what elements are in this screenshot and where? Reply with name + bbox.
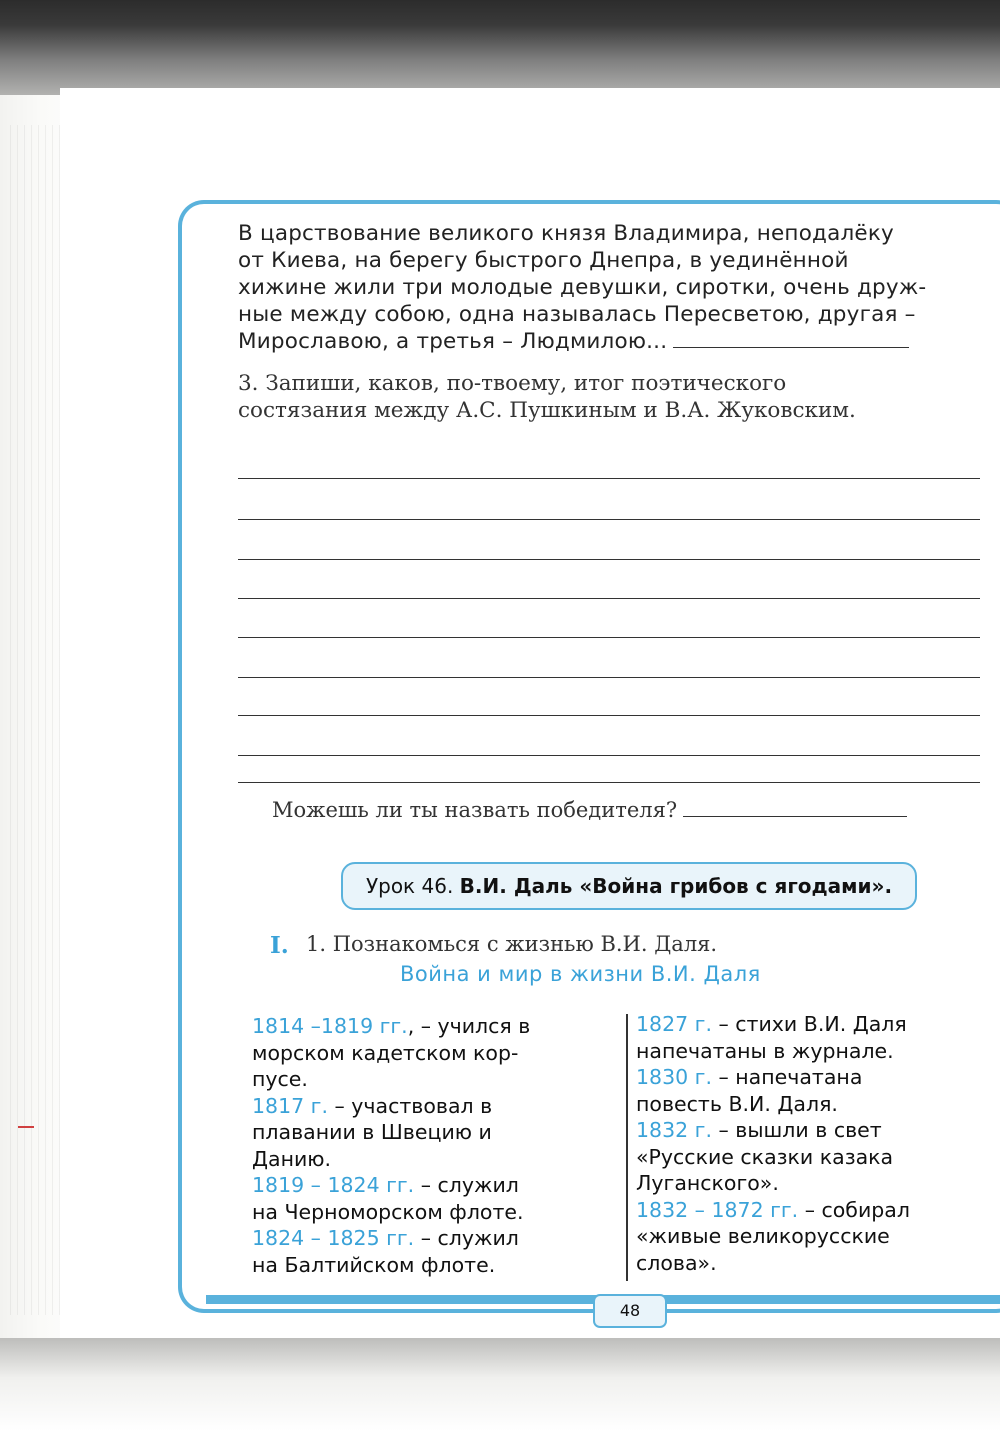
margin-mark: [18, 1126, 34, 1128]
task-3-line: состязания между А.С. Пушкиным и В.А. Жуковским.: [238, 398, 856, 423]
task-1-instruction: 1. Познакомься с жизнью В.И. Даля.: [306, 932, 718, 956]
timeline-text: , – учился в: [407, 1014, 531, 1038]
timeline-text: слова».: [636, 1250, 717, 1275]
timeline-right-column: [636, 1011, 990, 1276]
timeline-text: Данию.: [252, 1146, 332, 1171]
timeline-text: морском кадетском кор-: [252, 1040, 519, 1065]
timeline-entry: [636, 1011, 990, 1064]
timeline-year: 1832 – 1872 гг.: [636, 1197, 799, 1222]
timeline-entry: [252, 1093, 602, 1173]
timeline-year: 1819 – 1824 гг.: [252, 1173, 415, 1197]
answer-line[interactable]: [238, 519, 980, 520]
timeline-text: – напечатана: [711, 1065, 863, 1089]
answer-line[interactable]: [238, 598, 980, 599]
timeline-text: напечатаны в журнале.: [636, 1038, 894, 1063]
timeline-entry: [252, 1172, 602, 1225]
column-divider: [626, 1014, 628, 1281]
scan-background-bottom: [0, 1338, 1000, 1431]
passage-line: ные между собою, одна называлась Пересветою, другая –: [238, 302, 916, 327]
timeline-text: «Русские сказки казака: [636, 1144, 894, 1169]
lesson-title: В.И. Даль «Война грибов с ягодами».: [459, 874, 893, 898]
timeline-entry: [636, 1117, 990, 1197]
timeline-text: – служил: [414, 1226, 519, 1250]
answer-line[interactable]: [238, 782, 980, 783]
winner-question-text: Можешь ли ты назвать победителя?: [272, 798, 678, 822]
timeline-text: плавании в Швецию и: [252, 1120, 492, 1144]
winner-answer-line[interactable]: [683, 816, 907, 817]
timeline-entry: [252, 1225, 602, 1278]
timeline-year: 1830 г.: [636, 1065, 712, 1089]
answer-line[interactable]: [238, 478, 980, 479]
timeline-entry: [252, 1013, 602, 1093]
timeline-year: 1832 г.: [636, 1118, 712, 1142]
timeline-entry: [636, 1064, 990, 1117]
passage-line: В царствование великого князя Владимира, неподалёку: [238, 221, 894, 246]
timeline-year: 1827 г.: [636, 1012, 712, 1036]
timeline-year: 1817 г.: [252, 1093, 328, 1118]
timeline-year: 1824 – 1825 гг.: [252, 1226, 415, 1250]
lesson-number: Урок 46.: [365, 874, 454, 898]
answer-line[interactable]: [238, 715, 980, 716]
timeline-year: 1814 –1819 гг.: [252, 1014, 408, 1038]
timeline-text: – служил: [414, 1173, 519, 1197]
timeline-text: – собирал: [798, 1197, 910, 1222]
timeline-text: на Черноморском флоте.: [252, 1199, 524, 1224]
timeline-text: «живые великорусские: [636, 1224, 890, 1248]
timeline-text: на Балтийском флоте.: [252, 1252, 496, 1277]
answer-line[interactable]: [238, 637, 980, 638]
timeline-text: – участвовал в: [327, 1093, 493, 1118]
passage-line: Мирославою, а третья – Людмилою...: [238, 329, 668, 354]
winner-question: [272, 798, 907, 822]
timeline-text: повесть В.И. Даля.: [636, 1091, 838, 1116]
task-3-line: 3. Запиши, каков, по-твоему, итог поэтического: [238, 371, 787, 396]
timeline-text: пусе.: [252, 1067, 308, 1091]
timeline-left-column: [252, 1013, 602, 1278]
passage-line: от Киева, на берегу быстрого Днепра, в уединённой: [238, 248, 849, 273]
lesson-header: [341, 862, 917, 910]
timeline-title: Война и мир в жизни В.И. Даля: [400, 962, 761, 986]
answer-line[interactable]: [238, 677, 980, 678]
section-number: I.: [270, 932, 289, 959]
task-3-question: [238, 370, 978, 424]
story-passage: [238, 220, 978, 355]
page-number: 48: [593, 1294, 667, 1328]
answer-line[interactable]: [238, 559, 980, 560]
timeline-text: – вышли в свет: [711, 1118, 882, 1142]
answer-line[interactable]: [238, 755, 980, 756]
continuation-answer-line[interactable]: [673, 347, 909, 348]
timeline-text: Луганского».: [636, 1171, 779, 1195]
timeline-text: – стихи В.И. Даля: [711, 1012, 907, 1036]
timeline-entry: [636, 1197, 990, 1277]
passage-line: хижине жили три молодые девушки, сиротки, очень друж-: [238, 275, 927, 300]
